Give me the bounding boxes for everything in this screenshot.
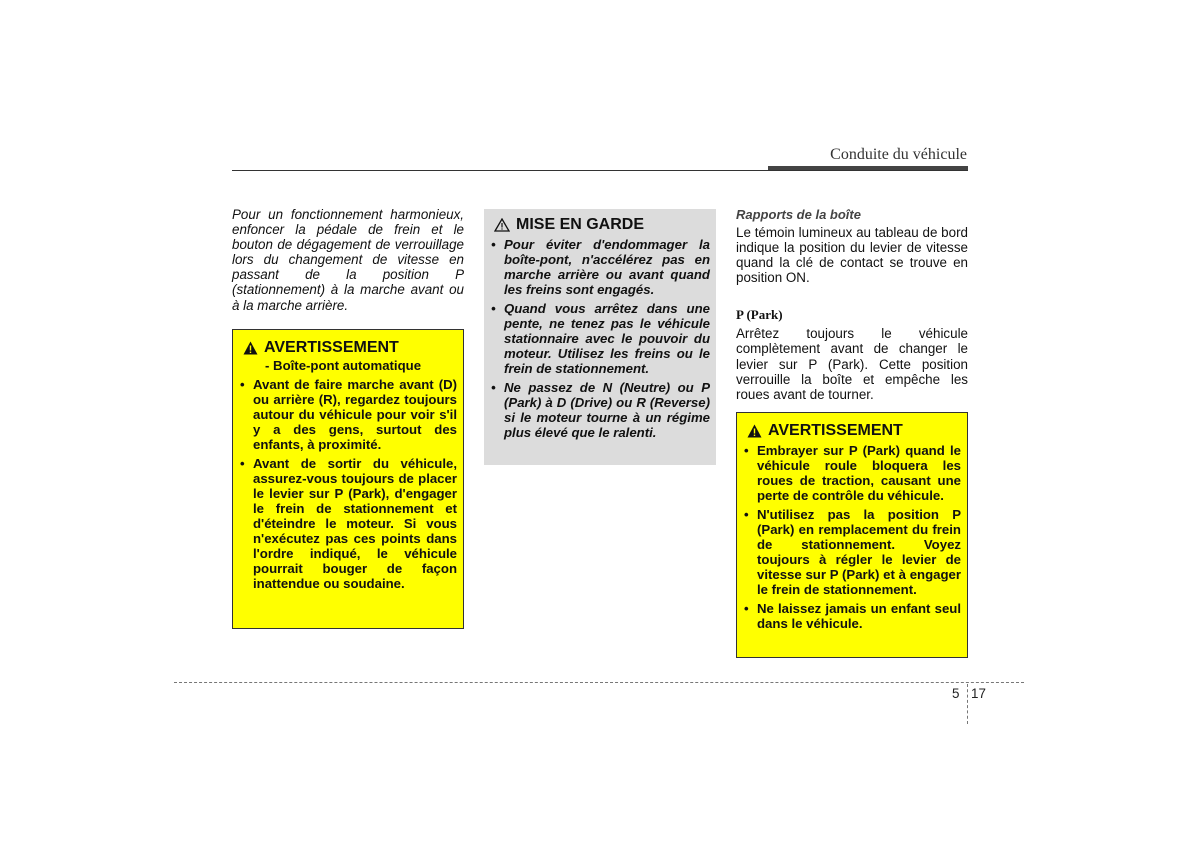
caution-box — [484, 209, 716, 465]
list-item: • Ne passez de N (Neutre) ou P (Park) à D (Drive) ou R (Reverse) si le moteur tourne à un régime plus élevé que le ralenti. — [490, 380, 710, 440]
column-right — [736, 207, 968, 658]
gear-positions-heading: Rapports de la boîte — [736, 207, 861, 222]
indicator-paragraph: Le témoin lumineux au tableau de bord indique la position du levier de vitesse quand la clé de contact se trouve en position ON. — [736, 225, 968, 286]
list-item: • Quand vous arrêtez dans une pente, ne tenez pas le véhicule stationnaire avec le pouvoir du moteur. Utilisez les freins ou le frein de stationnement. — [490, 301, 710, 376]
warning-title: AVERTISSEMENT — [264, 338, 399, 356]
list-item: • Pour éviter d'endommager la boîte-pont, n'accélérez pas en marche arrière ou avant quand les freins sont engagés. — [490, 237, 710, 297]
list-item: • Avant de faire marche avant (D) ou arrière (R), regardez toujours autour du véhicule pour voir s'il y a des gens, surtout des enfants, à proximité. — [239, 377, 457, 452]
warning-box-automatic — [232, 329, 464, 629]
caution-title: MISE EN GARDE — [516, 216, 645, 233]
warning-triangle-icon — [747, 424, 762, 438]
warning-title: AVERTISSEMENT — [768, 421, 903, 439]
caution-list — [490, 237, 710, 440]
list-item: • Avant de sortir du véhicule, assurez-vous toujours de placer le levier sur P (Park), d'engager le frein de stationnement et d'éteindre le moteur. Si vous n'exécutez pas ces points dans l'ordre indiqué, le véhicule pourrait bouger de façon inattendue ou soudaine. — [239, 456, 457, 591]
warning-list — [743, 443, 961, 631]
park-heading: P (Park) — [736, 307, 783, 323]
warning-triangle-icon — [243, 341, 258, 355]
footer-rule — [174, 682, 1024, 683]
column-middle — [484, 209, 716, 465]
warning-box-park — [736, 412, 968, 658]
caution-header — [494, 216, 710, 234]
footer-divider — [967, 684, 968, 724]
list-item: • Embrayer sur P (Park) quand le véhicule roule bloquera les roues de traction, causant une perte de contrôle du véhicule. — [743, 443, 961, 503]
page-number: 17 — [971, 686, 986, 701]
warning-header — [747, 422, 961, 440]
warning-header — [243, 339, 457, 357]
intro-paragraph: Pour un fonctionnement harmonieux, enfoncer la pédale de frein et le bouton de dégagement de verrouillage lors du changement de vitesse en passant de la position P (stationnement) à la marche avant ou à la marche arrière. — [232, 207, 464, 313]
chapter-number: 5 — [952, 686, 960, 701]
warning-list — [239, 377, 457, 591]
park-paragraph: Arrêtez toujours le véhicule complètement avant de changer le levier sur P (Park). Cette position verrouille la boîte et empêche les roues avant de tourner. — [736, 326, 968, 402]
section-title: Conduite du véhicule — [830, 146, 967, 163]
column-left — [232, 207, 464, 629]
header-rule — [232, 170, 968, 171]
header-rule-accent — [768, 166, 968, 170]
list-item: • Ne laissez jamais un enfant seul dans le véhicule. — [743, 601, 961, 631]
caution-triangle-icon — [494, 218, 510, 232]
list-item: • N'utilisez pas la position P (Park) en remplacement du frein de stationnement. Voyez toujours à régler le levier de vitesse sur P (Park) et à engager le frein de stationnement. — [743, 507, 961, 597]
warning-subtitle: - Boîte-pont automatique — [265, 357, 422, 373]
